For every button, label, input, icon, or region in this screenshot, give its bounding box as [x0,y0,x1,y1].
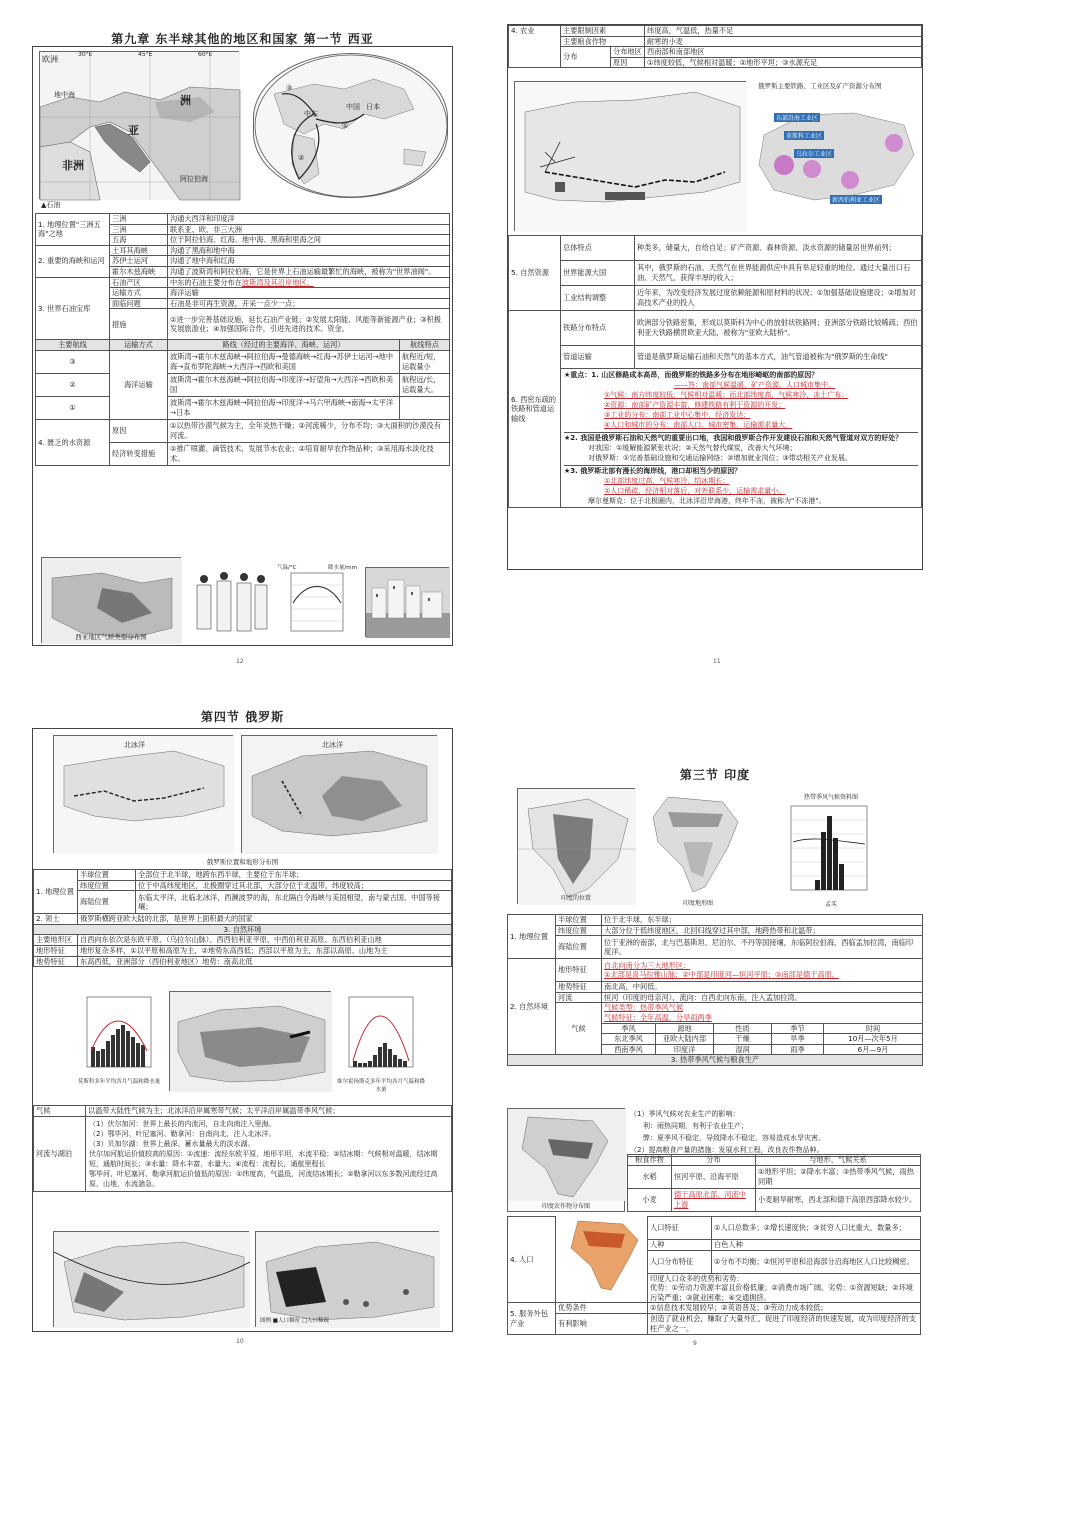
row-nature-head: 2. 自然环境 [508,959,556,1055]
russia-climate-map [169,991,331,1091]
impact-line: （1）季风气候对农业生产的影响： [630,1110,740,1118]
cell: 优势条件 [556,1303,648,1314]
page-12 [30,28,455,668]
cell: ①纬度较低，气候相对温暖；②地形平坦；③水源充足 [645,57,922,68]
monsoon-head: 源地 [656,1023,714,1034]
cell [648,1273,921,1303]
row-resource-head: 5. 自然资源 [509,236,561,311]
q1-point: ③工业的分布：南部工业中心集中，经济发达； [604,411,751,419]
cell [602,959,923,982]
moscow-climate-chart [73,991,165,1091]
cell: 运输方式 [110,288,168,299]
cell: 石油是非可再生资源，开采一点少一点； [168,298,450,309]
cell: 人口特征 [648,1217,712,1240]
cell: 主要限制因素 [561,26,645,37]
route-head: 运输方式 [110,340,168,351]
west-asia-table [35,213,450,466]
row-location-head: 1. 地理位置 [508,915,556,959]
crop-head: 粮食作物 [628,1155,672,1166]
cell: 人口分布特征 [648,1250,712,1273]
q3: ★3. 俄罗斯北部有漫长的海岸线，港口却相当少的原因？ [564,465,918,476]
world-label-route2: ② [298,154,305,162]
river-line: 伏尔加河航运价值较高的原因：①流速：流经东欧平原，地形平坦，水流平稳；②结冰期：气候相对温暖，结冰期短，通航时间长；③水量：降水丰富，水量大；④流程：流程长，通航里程长 [89,1149,438,1168]
cell: 五海 [110,235,168,246]
row-agri-head: 4. 农业 [509,26,561,68]
cell: 原因 [611,57,645,68]
cell: 管道是俄罗斯运输石油和天然气的基本方式，油气管道被称为"俄罗斯的生命线" [635,346,922,369]
page-11-frame [507,24,923,570]
cell: 经济转变措施 [110,442,168,465]
map-label-europe: 欧洲 [42,55,58,64]
cell: 种类多，储量大，自给自足；矿产资源、森林资源、淡水资源的储量居世界前列； [635,236,922,261]
legend-title: 图例 [260,1318,272,1324]
monsoon-head: 季风 [602,1023,656,1034]
cell: 耐寒的小麦 [645,36,922,47]
russia-terrain-map [241,735,437,853]
industry-ural: 乌拉尔工业区 [796,151,833,158]
cell: ①地形平坦；②降水丰富；③热带季风气候，雨热同期 [756,1165,921,1188]
verkhoyansk-caption: 维尔霍扬斯克多年平均各月气温和降水量 [336,1079,425,1093]
cell: ①进一步完善基础设施，延长石油产业链；②发展太阳能、风能等新能源产业；③积极发展旅游业；④加强国际合作，引进先进的技术、资金。 [168,309,450,340]
page-12-frame [32,46,453,646]
row-rail-head: 6. 西密东疏的铁路和管道运输线 [509,311,561,508]
map-label-arabian-sea: 阿拉伯海 [180,175,208,183]
cell: 2. 领土 [34,914,78,925]
river-content [86,1116,452,1191]
cell: 纬度高，气温低，热量不足 [645,26,922,37]
cell: 沟通了地中海和红海 [168,256,450,267]
highlight: 波斯湾及其沿岸地区。 [241,277,314,287]
page-10-frame [32,728,453,1332]
cell: 河流 [556,992,602,1003]
cell: 俄罗斯横跨亚欧大陆的北部，是世界上面积最大的国家 [78,914,452,925]
row-water-head: 4. 匮乏的水资源 [36,419,110,465]
route-head: 航线特点 [399,340,449,351]
cell: 半球位置 [556,915,602,926]
desert-city-photo [365,567,449,637]
resource-table [508,235,922,508]
world-route-map [253,53,448,198]
route-head: 主要航线 [36,340,110,351]
river-line: 鄂毕河、叶尼塞河、勒拿河航运价值低的原因：①纬度高，气温低，河流结冰期长；②勒拿河以东多数河流经过高原、山地，水流湍急。 [89,1169,438,1188]
cell: 自西向东依次是东欧平原、（乌拉尔山脉）、西西伯利亚平原、中西伯利亚高原、东西伯利亚山地 [78,935,452,946]
section-head: 3. 自然环境 [34,924,452,935]
cell: 欧洲部分铁路密集，形成以莫斯科为中心的放射状铁路网；亚洲部分铁路比较稀疏；西伯利亚大铁路横贯欧亚大陆，被称为"亚欧大陆桥"。 [635,311,922,346]
agriculture-table [508,25,922,68]
cell: 南北高，中间低。 [602,982,923,993]
fig-mumbai-place: 孟买 [824,901,837,908]
cell: 总体特点 [561,236,635,261]
page-9-frame [507,784,923,1333]
russia-map-title: 俄罗斯主要铁路、工业区及矿产资源分布图 [758,82,882,90]
page-number: 9 [693,1340,697,1347]
world-label-japan: 日本 [366,103,380,111]
cell: 气候 [556,1003,602,1055]
cell: 海洋运输 [168,288,450,299]
map-label-60e: 60°E [198,51,213,58]
cell: ①推广喷灌、滴管技术，发展节水农业；②培育耐旱农作物品种；③采用海水淡化技术。 [168,442,450,465]
cell: ①分布不均衡；②恒河平原和沿海部分沿海地区人口比较稠密。 [712,1250,921,1273]
terrain-line: ①北部是喜马拉雅山脉；②中部是印度河—恒河平原；③南部是德干高原。 [604,970,839,980]
cell: 世界能源大国 [561,261,635,286]
section-head: 3. 热带季风气候与粮食生产 [508,1055,923,1066]
page-11 [505,22,925,672]
impact-line: 弊：夏季风不稳定，导致降水不稳定，容易造成水旱灾害。 [643,1134,825,1142]
cell: 西南季风 [602,1044,656,1055]
world-label-china: 中国 [346,103,360,111]
page-10 [30,706,455,1346]
verkhoyansk-climate-chart [335,991,427,1091]
climate-chart-riyadh [277,563,357,641]
q2-answer: 对我国：①缓解能源紧张状况；②天然气替代煤炭，改善大气环境； [588,444,797,452]
russia-map-caption: 俄罗斯位置和地形分布图 [206,858,279,866]
industry-moscow: 莫斯科工业区 [786,133,823,140]
cell: 人种 [648,1240,712,1251]
cell: 三洲 [110,224,168,235]
text: 中东的石油主要分布在 [170,277,242,287]
row-river-head: 河流与湖泊 [34,1116,86,1191]
cell: 地势特征 [556,982,602,993]
russia-railway-map [514,81,746,231]
row-service-head: 5. 服务外包产业 [508,1303,556,1335]
terrain-line: 自北向南分为三大地形区： [604,960,691,970]
climate-feature: 气候特征：全年高温，分旱雨两季 [604,1012,712,1022]
row-location-head: 1. 地理位置"三洲五海"之地 [36,214,110,246]
q1-answer [564,380,918,390]
population-table [507,1216,921,1335]
monsoon-head: 季节 [772,1023,824,1034]
cell: 10月—次年5月 [824,1034,923,1045]
page-title: 第四节 俄罗斯 [200,710,285,724]
crop-table [627,1154,921,1212]
cell: 海陆位置 [556,936,602,959]
cell: 有利影响 [556,1313,648,1334]
cell: 白色人种 [712,1240,921,1251]
row-oil-head: 3. 世界石油宝库 [36,277,110,340]
india-terrain-map [643,792,753,908]
industry-east-coast: 东部沿海工业区 [776,115,819,122]
cell: ③ [36,350,110,373]
cell: 小麦 [628,1188,672,1211]
q1-answer-text: ——答：南部气候温暖，矿产资源、人口城市集中。 [674,381,835,389]
q1-point: ②资源：南部矿产资源丰富，修建铁路有利于资源的开发； [604,401,786,409]
cell: ② [36,373,110,396]
q2-answer: 对俄罗斯：①完善基础设施和交通运输网络；②增加就业岗位；③带动相关产业发展。 [588,454,852,462]
climate-type-map [41,557,181,643]
cell: 位于中高纬度地区，北极圈穿过其北部，大部分位于北温带，纬度较高； [136,880,452,891]
q3-note: 摩尔曼斯克：位于北极圈内，北冰洋沿岸海港，终年不冻，被称为"不冻港"。 [588,497,826,505]
q1: ★重点：1. 山区修路成本高昂，而俄罗斯的铁路多分布在地形崎岖的南部的原因？ [564,371,819,379]
cell: 东北季风 [602,1034,656,1045]
legend-oil: ▲石油 [41,201,61,209]
people-illustration [191,567,271,637]
fig-mumbai-title: 热带季风气候资料图 [803,794,858,801]
map-label-zhou: 洲 [180,94,191,107]
page-title: 第三节 印度 [679,768,751,782]
russia-industry-map [754,95,919,215]
pop-legend: 图例 ■人口稠密 □人口稀疏 [260,1318,329,1324]
world-label-route3: ③ [286,84,293,92]
cell: 地形复杂多样，①以平原和高原为主，②地势东高西低；西部以平原为主，东部以高原、山地为主 [78,945,452,956]
page-title: 第九章 东半球其他的地区和国家 第一节 西亚 [111,32,374,46]
cell: 分布 [561,47,611,68]
q2: ★2. 我国是俄罗斯石油和天然气的重要出口地，我国和俄罗斯合作开发建设石油和天然气管道对双方的好处？ [564,432,918,443]
cell: 石油产区 [110,277,168,288]
page-number: 10 [236,1338,244,1345]
cell: 原因 [110,419,168,442]
cell [168,277,450,288]
cell: 水稻 [628,1165,672,1188]
monsoon-head: 时间 [824,1023,923,1034]
cell: 西南部和南部地区 [645,47,922,58]
cell: 地形特征 [556,959,602,982]
q3-answer: ②人口稀疏，经济相对落后，对外联系少，运输需求量小。 [604,487,786,495]
chart-temp-label: 气温/°C [277,565,297,571]
world-label-route1: ① [342,122,349,130]
cell: 东高西低，亚洲部分（西伯利亚地区）地势：南高北低 [78,956,452,967]
cell: 面临问题 [110,298,168,309]
impact-line: （2）提高粮食产量的措施：发展水利工程，改良农作物品种。 [630,1146,824,1154]
cell: 印度洋 [656,1044,714,1055]
cell: 三洲 [110,214,168,225]
cell: 半球位置 [78,870,136,881]
cell: 工业结构调整 [561,286,635,311]
russia-location-table [33,869,452,967]
mumbai-climate-chart [771,792,891,908]
cell: 联系亚、欧、非三大洲 [168,224,450,235]
river-line: （1）伏尔加河：世界上最长的内流河，自北向南注入里海。 [89,1119,276,1128]
cell: 波斯湾→霍尔木兹海峡→阿拉伯海→印度洋→好望角→大西洋→西欧和美国 [168,373,400,396]
page-number: 12 [236,658,244,665]
russia-river-table [33,1105,452,1192]
cell: 海陆位置 [78,891,136,914]
cell: 雨季 [772,1044,824,1055]
cell: 波斯湾→霍尔木兹海峡→阿拉伯海→曼德海峡→红海→苏伊士运河→地中海→直布罗陀海峡→大西洋→西欧和美国 [168,350,400,373]
india-location-map [517,788,635,904]
map-label-arctic: 北冰洋 [124,741,145,749]
page-number: 11 [713,658,721,665]
cell: 其中，俄罗斯的石油、天然气在世界能源供应中具有举足轻重的地位。通过大量出口石油、天然气，获得丰厚的收入； [635,261,922,286]
industry-novosibirsk: 新西伯利亚工业区 [832,197,881,204]
cell: 干燥 [714,1034,772,1045]
cell: 气候 [34,1106,86,1117]
legend-sparse: 人口稀疏 [306,1318,329,1324]
crop-head: 与地形、气候关系 [756,1155,921,1166]
cell: 沟通大西洋和印度洋 [168,214,450,225]
cell: 以温带大陆性气候为主；北冰洋沿岸属寒带气候；太平洋沿岸属温带季风气候； [86,1106,452,1117]
india-crop-map [507,1108,625,1212]
page-9 [505,764,925,1354]
russia-population-map [255,1231,439,1327]
cell [399,396,449,419]
cell: 小麦耐旱耐寒，西北部和德干高原西部降水较少。 [756,1188,921,1211]
cell: 创造了就业机会，赚取了大量外汇，促进了印度经济的快速发展，成为印度经济的支柱产业之一。 [648,1313,921,1334]
cell [602,1003,923,1023]
cell: 措施 [110,309,168,340]
cell: 亚欧大陆内部 [656,1034,714,1045]
pop-map-cell [556,1217,648,1303]
q1-point: ④人口和城市的分布：南部人口、城市密集，运输需求量大。 [604,421,793,429]
cell: 沟通了黑海和地中海 [168,245,450,256]
q3-answer: ①北部纬度过高，气候寒冷，结冰期长； [604,477,730,485]
cell: 波斯湾→霍尔木兹海峡→阿拉伯海→印度洋→马六甲海峡→南海→太平洋→日本 [168,396,400,419]
impact-line: 利：雨热同期，有利于农业生产； [643,1122,748,1130]
cell: ①以热带沙漠气候为主，全年炎热干燥；②河流稀少，分布不均；③大面积的沙漠没有河流。 [168,419,450,442]
cell: 主要地形区 [34,935,78,946]
cell: 地势特征 [34,956,78,967]
cell: 湿润 [714,1044,772,1055]
map-label-arctic-2: 北冰洋 [322,741,343,749]
cell: 管道运输 [561,346,635,369]
legend-oil-label: 石油 [46,201,61,209]
cell: 大部分位于低纬度地区，北回归线穿过其中部，地跨热带和北温带； [602,925,923,936]
cell: ①人口总数多；②增长速度快；③贫穷人口比重大，数量多； [712,1217,921,1240]
moscow-caption: 莫斯科多年平均各月气温和降水量 [77,1079,161,1085]
cell: 海洋运输 [110,350,168,419]
cell: 纬度位置 [78,880,136,891]
route-head: 路线（经过的主要海洋、海峡、运河） [168,340,400,351]
cell: 6月—9月 [824,1044,923,1055]
cell: 德干高原北部、河流中上游 [672,1188,756,1211]
cell: 恒河平原、沿海平原 [672,1165,756,1188]
cell: ①信息技术发展较早；②英语普及；③劳动力成本较低； [648,1303,921,1314]
row-location-head: 1. 地理位置 [34,870,78,914]
cell: 航程远/长，运载量大。 [399,373,449,396]
map-label-45e: 45°E [138,51,153,58]
cell: 纬度位置 [556,925,602,936]
q1-point: ①气候：南方纬度较低，气候相对温暖；而北部纬度高，气候寒冷，冻土广布； [604,391,849,399]
climate-map-caption: 西亚地区气候类型分布图 [75,633,147,641]
cell: 旱季 [772,1034,824,1045]
climate-type: 气候类型：热带季风气候 [604,1003,684,1013]
river-line: （2）鄂毕河、叶尼塞河、勒拿河：自南向北，注入北冰洋。 [89,1129,276,1138]
cell: 苏伊士运河 [110,256,168,267]
russia-location-map [53,735,233,853]
pop-adv: 优势：①劳动力资源丰富且价格低廉；②消费市场广阔。劣势：①资源短缺；②环境污染严重；③就业困难；④交通拥挤。 [650,1283,913,1302]
cell: 恒河（印度的母亲河），流向：自西北向东南，注入孟加拉湾。 [602,992,923,1003]
cell: 沟通了波斯湾和阿拉伯海，它是世界上石油运输最繁忙的海峡，被称为"世界油阀"。 [168,266,450,277]
chart-precip-label: 降水量/mm [327,565,357,571]
cell: 土耳其海峡 [110,245,168,256]
cell: 全部位于北半球，地跨东西半球，主要位于东半球； [136,870,452,881]
cell: 分布地区 [611,47,645,58]
map-label-mediterranean: 地中海 [54,91,75,99]
crop-map-caption: 印度农作物分布图 [541,1203,590,1210]
fig-india-terrain: 印度地形图 [682,900,713,907]
world-label-mideast: 中东 [304,110,318,118]
river-line: （3）贝加尔湖：世界上最深、蓄水量最大的淡水湖。 [89,1139,255,1148]
cell: 位于阿拉伯海、红海、地中海、黑海和里海之间 [168,235,450,246]
cell: 地形特征 [34,945,78,956]
cell: 位于亚洲的南部，北与巴基斯坦、尼泊尔、不丹等国接壤，东临阿拉伯海，西临孟加拉湾，南临印度洋。 [602,936,923,959]
west-asia-map [39,51,239,199]
row-population-head: 4. 人口 [508,1217,556,1303]
cell: 位于北半球，东半球； [602,915,923,926]
map-label-asia: 亚 [128,124,139,137]
india-table [507,914,923,1066]
cell: 航程近/短，运载量小 [399,350,449,373]
cell: 近年来，为改变经济发展过度依赖能源和原材料的状况；①加强基础设施建设；②增加对高技术产业的投入 [635,286,922,311]
pop-adv-head: 印度人口众多的优势和劣势： [650,1273,744,1283]
fig-india-location: 印度的位置 [560,895,591,902]
russia-resources-map [53,1231,249,1327]
rail-questions [561,369,922,508]
map-label-africa: 非洲 [62,159,84,172]
crop-impact [627,1108,921,1157]
cell: 主要粮食作物 [561,36,645,47]
row-straits-head: 2. 重要的海峡和运河 [36,245,110,277]
monsoon-head: 性质 [714,1023,772,1034]
cell: 霍尔木兹海峡 [110,266,168,277]
legend-dense: 人口稠密 [277,1318,300,1324]
crop-head: 分布 [672,1155,756,1166]
cell: ① [36,396,110,419]
map-label-30e: 30°E [78,51,93,58]
cell: 铁路分布特点 [561,311,635,346]
cell: 东临太平洋，北临北冰洋，西濒波罗的海，东北隔白令海峡与美国相望，南与蒙古国、中国等接壤； [136,891,452,914]
